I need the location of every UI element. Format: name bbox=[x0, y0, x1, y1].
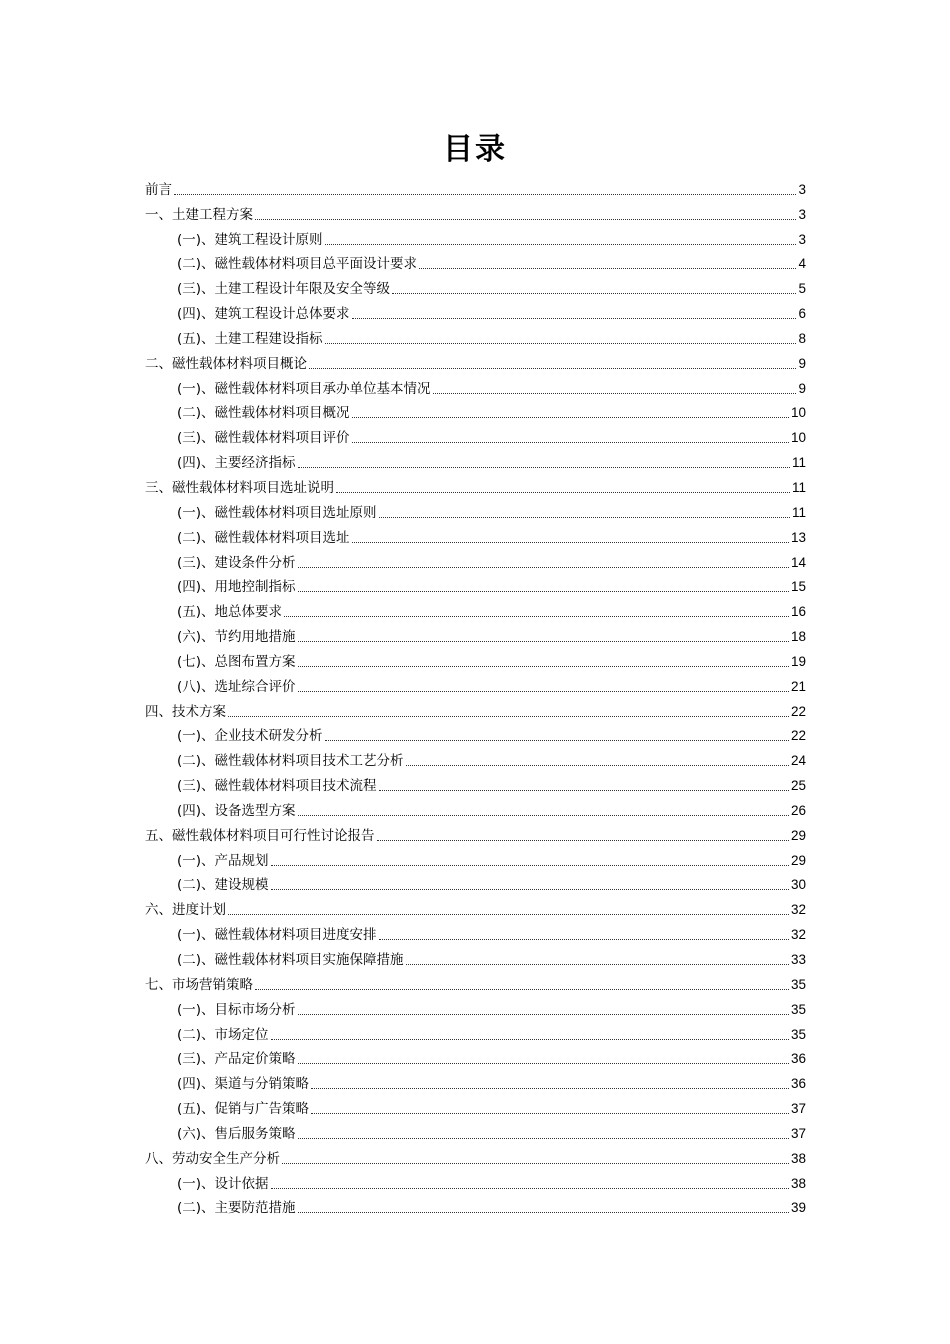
toc-entry-label: 八、劳动安全生产分析 bbox=[145, 1150, 280, 1167]
toc-entry-page-number: 11 bbox=[791, 455, 806, 471]
toc-entry-page-number: 6 bbox=[798, 306, 806, 322]
toc-entry-page-number: 30 bbox=[790, 877, 806, 893]
dot-leader bbox=[336, 491, 790, 493]
toc-entry-page-number: 32 bbox=[790, 927, 806, 943]
dot-leader bbox=[228, 715, 789, 717]
toc-entry-section[interactable] bbox=[145, 671, 806, 696]
toc-entry-page-number: 10 bbox=[790, 405, 806, 421]
toc-entry-section[interactable] bbox=[145, 323, 806, 348]
toc-entry-page-number: 21 bbox=[790, 678, 806, 694]
toc-entry-chapter[interactable] bbox=[145, 199, 806, 224]
toc-entry-section[interactable] bbox=[145, 721, 806, 746]
dot-leader bbox=[298, 665, 789, 667]
toc-entry-chapter[interactable] bbox=[145, 174, 806, 199]
toc-entry-page-number: 32 bbox=[790, 902, 806, 918]
dot-leader bbox=[298, 566, 789, 568]
toc-entry-section[interactable] bbox=[145, 447, 806, 472]
toc-entry-label: (三)、磁性载体材料项目评价 bbox=[177, 430, 350, 447]
toc-title: 目录 bbox=[443, 132, 507, 167]
toc-entry-page-number: 29 bbox=[790, 827, 806, 843]
toc-entry-page-number: 38 bbox=[790, 1175, 806, 1191]
toc-entry-label: (四)、建筑工程设计总体要求 bbox=[177, 306, 350, 323]
dot-leader bbox=[406, 764, 789, 766]
dot-leader bbox=[298, 1013, 789, 1015]
toc-entry-label: 七、市场营销策略 bbox=[145, 976, 253, 993]
toc-entry-label: (二)、主要防范措施 bbox=[177, 1200, 296, 1217]
dot-leader bbox=[228, 913, 789, 915]
toc-entry-section[interactable] bbox=[145, 770, 806, 795]
toc-entry-page-number: 35 bbox=[790, 1001, 806, 1017]
toc-entry-section[interactable] bbox=[145, 745, 806, 770]
toc-entry-label: (三)、建设条件分析 bbox=[177, 554, 296, 571]
toc-entry-page-number: 38 bbox=[790, 1150, 806, 1166]
dot-leader bbox=[255, 988, 789, 990]
toc-entry-label: (二)、磁性载体材料项目概况 bbox=[177, 405, 350, 422]
toc-entry-chapter[interactable] bbox=[145, 696, 806, 721]
toc-entry-page-number: 36 bbox=[790, 1076, 806, 1092]
toc-entry-page-number: 11 bbox=[791, 504, 806, 520]
toc-entry-label: (四)、主要经济指标 bbox=[177, 455, 296, 472]
dot-leader bbox=[352, 541, 789, 543]
toc-entry-page-number: 29 bbox=[790, 852, 806, 868]
toc-entry-section[interactable] bbox=[145, 522, 806, 547]
dot-leader bbox=[392, 292, 796, 294]
dot-leader bbox=[298, 814, 789, 816]
toc-entry-label: (三)、产品定价策略 bbox=[177, 1051, 296, 1068]
toc-entry-page-number: 3 bbox=[798, 206, 806, 222]
toc-entry-section[interactable] bbox=[145, 1068, 806, 1093]
toc-entry-label: (二)、磁性载体材料项目技术工艺分析 bbox=[177, 753, 404, 770]
dot-leader bbox=[298, 1062, 789, 1064]
toc-entry-section[interactable] bbox=[145, 919, 806, 944]
toc-entry-label: (二)、建设规模 bbox=[177, 877, 269, 894]
dot-leader bbox=[379, 938, 789, 940]
dot-leader bbox=[379, 789, 789, 791]
toc-entry-section[interactable] bbox=[145, 870, 806, 895]
dot-leader bbox=[271, 888, 789, 890]
toc-entry-section[interactable] bbox=[145, 273, 806, 298]
toc-entry-section[interactable] bbox=[145, 1118, 806, 1143]
toc-entry-chapter[interactable] bbox=[145, 969, 806, 994]
toc-entry-section[interactable] bbox=[145, 795, 806, 820]
dot-leader bbox=[433, 392, 797, 394]
toc-entry-section[interactable] bbox=[145, 497, 806, 522]
dot-leader bbox=[298, 590, 789, 592]
dot-leader bbox=[311, 1087, 789, 1089]
toc-entry-label: 五、磁性载体材料项目可行性讨论报告 bbox=[145, 827, 375, 844]
toc-entry-page-number: 9 bbox=[798, 380, 806, 396]
toc-entry-page-number: 13 bbox=[790, 529, 806, 545]
toc-entry-label: 三、磁性载体材料项目选址说明 bbox=[145, 479, 334, 496]
dot-leader bbox=[284, 615, 789, 617]
toc-entry-section[interactable] bbox=[145, 1193, 806, 1218]
toc-entry-page-number: 33 bbox=[790, 952, 806, 967]
toc-entry-label: 二、磁性载体材料项目概论 bbox=[145, 355, 307, 372]
dot-leader bbox=[298, 1137, 789, 1139]
toc-entry-page-number: 9 bbox=[798, 355, 806, 371]
toc-entry-label: 前言 bbox=[145, 181, 172, 198]
toc-entry-page-number: 36 bbox=[790, 1051, 806, 1067]
toc-entry-label: (二)、市场定位 bbox=[177, 1026, 269, 1043]
toc-entry-label: (一)、磁性载体材料项目进度安排 bbox=[177, 927, 377, 944]
toc-entry-label: (一)、企业技术研发分析 bbox=[177, 728, 323, 745]
toc-entry-section[interactable] bbox=[145, 1168, 806, 1193]
toc-entry-page-number: 4 bbox=[798, 256, 806, 272]
toc-entry-label: (一)、磁性载体材料项目选址原则 bbox=[177, 504, 377, 521]
dot-leader bbox=[352, 416, 789, 418]
toc-entry-section[interactable] bbox=[145, 1044, 806, 1069]
toc-entry-section[interactable] bbox=[145, 298, 806, 323]
toc-entry-page-number: 37 bbox=[790, 1101, 806, 1117]
dot-leader bbox=[298, 640, 789, 642]
toc-entry-label: (二)、磁性载体材料项目实施保障措施 bbox=[177, 952, 404, 968]
dot-leader bbox=[352, 317, 797, 319]
toc-entry-section[interactable] bbox=[145, 845, 806, 870]
toc-entry-page-number: 35 bbox=[790, 1026, 806, 1042]
toc-entry-label: (一)、产品规划 bbox=[177, 852, 269, 869]
toc-entry-label: (四)、用地控制指标 bbox=[177, 579, 296, 596]
dot-leader bbox=[311, 1112, 789, 1114]
toc-entry-page-number: 16 bbox=[790, 604, 806, 620]
dot-leader bbox=[298, 690, 789, 692]
dot-leader bbox=[174, 193, 796, 195]
toc-entry-label: (一)、建筑工程设计原则 bbox=[177, 231, 323, 248]
toc-entry-chapter[interactable] bbox=[145, 894, 806, 919]
toc-entry-label: (四)、设备选型方案 bbox=[177, 802, 296, 819]
toc-entry-chapter[interactable] bbox=[145, 1143, 806, 1168]
toc-entry-page-number: 24 bbox=[790, 753, 806, 769]
toc-entry-label: (四)、渠道与分销策略 bbox=[177, 1076, 310, 1093]
toc-entry-page-number: 25 bbox=[790, 778, 806, 794]
toc-entry-label: (八)、选址综合评价 bbox=[177, 678, 296, 695]
toc-entry-section[interactable] bbox=[145, 373, 806, 398]
toc-entry-section[interactable] bbox=[145, 944, 806, 969]
toc-entry-page-number: 39 bbox=[790, 1200, 806, 1216]
toc-entry-page-number: 35 bbox=[790, 976, 806, 992]
toc-entry-section[interactable] bbox=[145, 994, 806, 1019]
dot-leader bbox=[419, 267, 796, 269]
toc-entry-label: (五)、土建工程建设指标 bbox=[177, 330, 323, 347]
dot-leader bbox=[379, 516, 790, 518]
dot-leader bbox=[325, 739, 789, 741]
toc-entry-page-number: 37 bbox=[790, 1125, 806, 1141]
dot-leader bbox=[325, 243, 797, 245]
toc-entry-page-number: 22 bbox=[790, 728, 806, 744]
dot-leader bbox=[282, 1162, 789, 1164]
toc-entry-page-number: 11 bbox=[791, 479, 806, 495]
dot-leader bbox=[352, 441, 789, 443]
toc-entry-label: (三)、土建工程设计年限及安全等级 bbox=[177, 281, 391, 298]
toc-entry-section[interactable] bbox=[145, 646, 806, 671]
toc-entry-label: (五)、促销与广告策略 bbox=[177, 1101, 310, 1118]
toc-entry-label: 四、技术方案 bbox=[145, 703, 226, 720]
table-of-contents bbox=[145, 174, 806, 1217]
toc-entry-section[interactable] bbox=[145, 1019, 806, 1044]
dot-leader bbox=[271, 864, 789, 866]
toc-entry-section[interactable] bbox=[145, 547, 806, 572]
toc-entry-page-number: 10 bbox=[790, 430, 806, 446]
toc-entry-page-number: 3 bbox=[798, 181, 806, 197]
dot-leader bbox=[255, 218, 796, 220]
toc-entry-page-number: 26 bbox=[790, 802, 806, 818]
toc-entry-chapter[interactable] bbox=[145, 348, 806, 373]
dot-leader bbox=[406, 963, 789, 965]
dot-leader bbox=[298, 1211, 789, 1213]
toc-entry-page-number: 8 bbox=[798, 330, 806, 346]
toc-entry-section[interactable] bbox=[145, 572, 806, 597]
toc-entry-section[interactable] bbox=[145, 249, 806, 274]
toc-entry-label: (二)、磁性载体材料项目总平面设计要求 bbox=[177, 256, 418, 273]
toc-entry-page-number: 18 bbox=[790, 629, 806, 645]
toc-entry-label: (三)、磁性载体材料项目技术流程 bbox=[177, 778, 377, 795]
toc-entry-section[interactable] bbox=[145, 224, 806, 249]
dot-leader bbox=[325, 342, 797, 344]
toc-entry-label: (五)、地总体要求 bbox=[177, 604, 283, 621]
dot-leader bbox=[298, 466, 790, 468]
dot-leader bbox=[271, 1038, 789, 1040]
toc-entry-label: 一、土建工程方案 bbox=[145, 206, 253, 223]
toc-entry-section[interactable] bbox=[145, 621, 806, 646]
toc-entry-label: (二)、磁性载体材料项目选址 bbox=[177, 529, 350, 546]
toc-entry-label: (六)、售后服务策略 bbox=[177, 1125, 296, 1142]
toc-entry-page-number: 22 bbox=[790, 703, 806, 719]
toc-entry-label: 六、进度计划 bbox=[145, 902, 226, 919]
toc-entry-label: (一)、设计依据 bbox=[177, 1175, 269, 1192]
toc-entry-label: (六)、节约用地措施 bbox=[177, 629, 296, 646]
dot-leader bbox=[271, 1187, 789, 1189]
toc-entry-label: (一)、磁性载体材料项目承办单位基本情况 bbox=[177, 380, 431, 397]
dot-leader bbox=[309, 367, 796, 369]
toc-entry-section[interactable] bbox=[145, 398, 806, 423]
toc-entry-page-number: 19 bbox=[790, 653, 806, 669]
toc-entry-page-number: 3 bbox=[798, 231, 806, 247]
toc-entry-section[interactable] bbox=[145, 596, 806, 621]
toc-entry-page-number: 14 bbox=[790, 554, 806, 570]
dot-leader bbox=[377, 839, 789, 841]
toc-entry-chapter[interactable] bbox=[145, 820, 806, 845]
toc-entry-label: (七)、总图布置方案 bbox=[177, 653, 296, 670]
toc-entry-section[interactable] bbox=[145, 1093, 806, 1118]
toc-entry-page-number: 5 bbox=[798, 281, 806, 297]
toc-entry-section[interactable] bbox=[145, 422, 806, 447]
toc-entry-page-number: 15 bbox=[790, 579, 806, 595]
toc-entry-chapter[interactable] bbox=[145, 472, 806, 497]
toc-entry-label: (一)、目标市场分析 bbox=[177, 1001, 296, 1018]
